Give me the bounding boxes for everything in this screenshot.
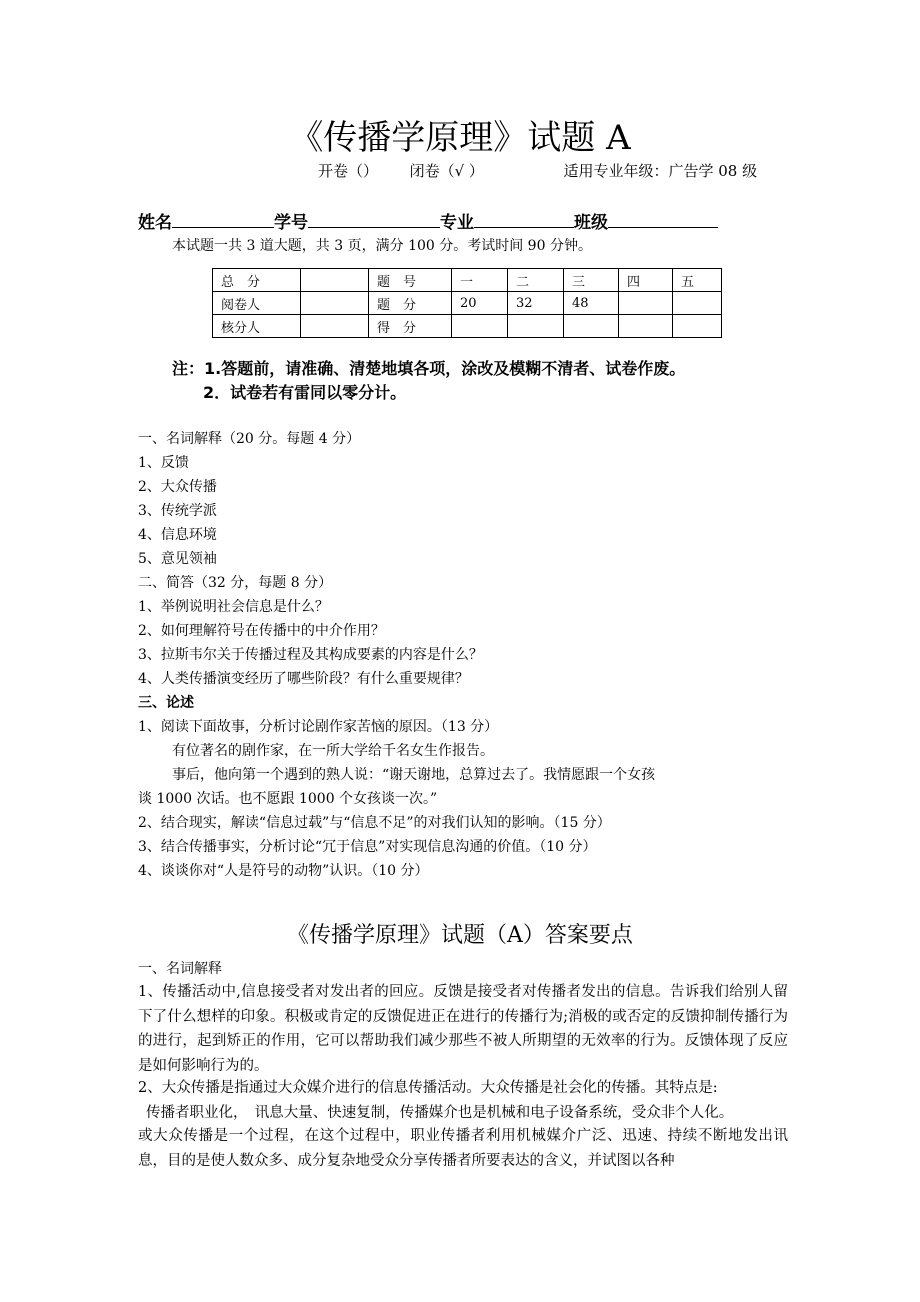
student-id-label: 学号 bbox=[274, 213, 308, 233]
exam-closed-label: 闭卷（√ ） bbox=[409, 162, 484, 180]
story-line: 谈 1000 次话。也不愿跟 1000 个女孩谈一次。” bbox=[138, 791, 438, 807]
name-field[interactable] bbox=[172, 211, 274, 228]
answer-paragraph-1: 1、传播活动中,信息接受者对发出者的回应。反馈是接受者对传播者发出的信息。告诉我们给别人留下了什么想样的印象。积极或肯定的反馈促进正在进行的传播行为;消极的或否定的反馈抑制传播行为的进行，起到矫正的作用，它可以帮助我们减少那些不被人所期望的无效率的行为。反馈体现了反应是如何影响行为的。 bbox=[138, 984, 788, 1074]
section-1-heading: 一、名词解释（20 分。每题 4 分） bbox=[138, 431, 361, 447]
page-title: 《传播学原理》试题 A bbox=[289, 118, 631, 158]
list-item: 3、结合传播事实，分析讨论“冗于信息”对实现信息沟通的价值。（10 分） bbox=[138, 839, 597, 855]
list-item: 2、结合现实，解读“信息过载”与“信息不足”的对我们认知的影响。（15 分） bbox=[138, 815, 611, 831]
table-cell: 五 bbox=[673, 269, 722, 292]
list-item: 3、拉斯韦尔关于传播过程及其构成要素的内容是什么？ bbox=[138, 647, 483, 663]
exam-open-label: 开卷（） bbox=[318, 162, 379, 180]
note-1: 注：1.答题前，请准确、清楚地填各项，涂改及模糊不清者、试卷作废。 bbox=[172, 359, 686, 378]
answer-title: 《传播学原理》试题（A）答案要点 bbox=[287, 923, 633, 948]
major-label: 专业 bbox=[440, 213, 474, 233]
answer-section-heading: 一、名词解释 bbox=[138, 961, 222, 977]
list-item: 2、如何理解符号在传播中的中介作用？ bbox=[138, 623, 385, 639]
class-label: 班级 bbox=[574, 213, 608, 233]
answer-2-rest: 或大众传播是一个过程，在这个过程中，职业传播者利用机械媒介广泛、迅速、持续不断地发出讯息，目的是使人数众多、成分复杂地受众分享传播者所要表达的含义，并试图以各种 bbox=[138, 1128, 788, 1169]
table-cell: 得 分 bbox=[369, 315, 452, 338]
table-cell bbox=[564, 315, 619, 338]
table-cell: 核分人 bbox=[213, 315, 301, 338]
major-field[interactable] bbox=[474, 211, 574, 228]
table-cell: 48 bbox=[564, 292, 619, 315]
table-cell bbox=[301, 292, 369, 315]
table-row bbox=[213, 292, 722, 315]
list-item: 3、传统学派 bbox=[138, 503, 217, 519]
table-cell: 三 bbox=[564, 269, 619, 292]
major-grade-label: 适用专业年级：广告学 08 级 bbox=[563, 162, 758, 180]
list-item: 1、举例说明社会信息是什么？ bbox=[138, 599, 329, 615]
table-cell: 总 分 bbox=[213, 269, 301, 292]
answer-2-line-1: 2、大众传播是指通过大众媒介进行的信息传播活动。大众传播是社会化的传播。其特点是: bbox=[138, 1080, 718, 1096]
student-info-fields bbox=[138, 208, 718, 233]
table-cell: 一 bbox=[452, 269, 508, 292]
table-cell: 阅卷人 bbox=[213, 292, 301, 315]
list-item: 1、反馈 bbox=[138, 455, 189, 471]
table-cell: 题 分 bbox=[369, 292, 452, 315]
table-cell bbox=[619, 315, 673, 338]
table-row bbox=[213, 315, 722, 338]
table-cell: 20 bbox=[452, 292, 508, 315]
table-cell bbox=[452, 315, 508, 338]
name-label: 姓名 bbox=[138, 213, 172, 233]
exam-type-line bbox=[318, 160, 757, 181]
section-3-heading: 三、论述 bbox=[138, 695, 194, 711]
table-cell: 题 号 bbox=[369, 269, 452, 292]
list-item: 2、大众传播 bbox=[138, 479, 217, 495]
table-cell bbox=[619, 292, 673, 315]
table-cell: 二 bbox=[508, 269, 564, 292]
score-table bbox=[212, 268, 722, 338]
table-row bbox=[213, 269, 722, 292]
list-item: 4、信息环境 bbox=[138, 527, 217, 543]
list-item: 4、人类传播演变经历了哪些阶段？有什么重要规律？ bbox=[138, 671, 469, 687]
table-cell bbox=[673, 292, 722, 315]
table-cell: 32 bbox=[508, 292, 564, 315]
table-cell: 四 bbox=[619, 269, 673, 292]
student-id-field[interactable] bbox=[308, 211, 440, 228]
table-cell bbox=[508, 315, 564, 338]
story-line: 事后，他向第一个遇到的熟人说：“谢天谢地，总算过去了。我情愿跟一个女孩 bbox=[172, 767, 656, 783]
answer-2-line-2: 传播者职业化， 讯息大量、快速复制，传播媒介也是机械和电子设备系统，受众非个人化。 bbox=[146, 1105, 734, 1121]
table-cell bbox=[301, 269, 369, 292]
list-item: 1、阅读下面故事，分析讨论剧作家苦恼的原因。（13 分） bbox=[138, 719, 499, 735]
list-item: 4、谈谈你对“人是符号的动物”认识。（10 分） bbox=[138, 863, 429, 879]
table-cell bbox=[673, 315, 722, 338]
exam-intro: 本试题一共 3 道大题，共 3 页，满分 100 分。考试时间 90 分钟。 bbox=[172, 238, 592, 254]
story-line: 有位著名的剧作家，在一所大学给千名女生作报告。 bbox=[172, 743, 494, 759]
list-item: 5、意见领袖 bbox=[138, 551, 217, 567]
section-2-heading: 二、简答（32 分，每题 8 分） bbox=[138, 575, 333, 591]
class-field[interactable] bbox=[608, 211, 718, 228]
note-2: 2．试卷若有雷同以零分计。 bbox=[203, 383, 407, 402]
table-cell bbox=[301, 315, 369, 338]
